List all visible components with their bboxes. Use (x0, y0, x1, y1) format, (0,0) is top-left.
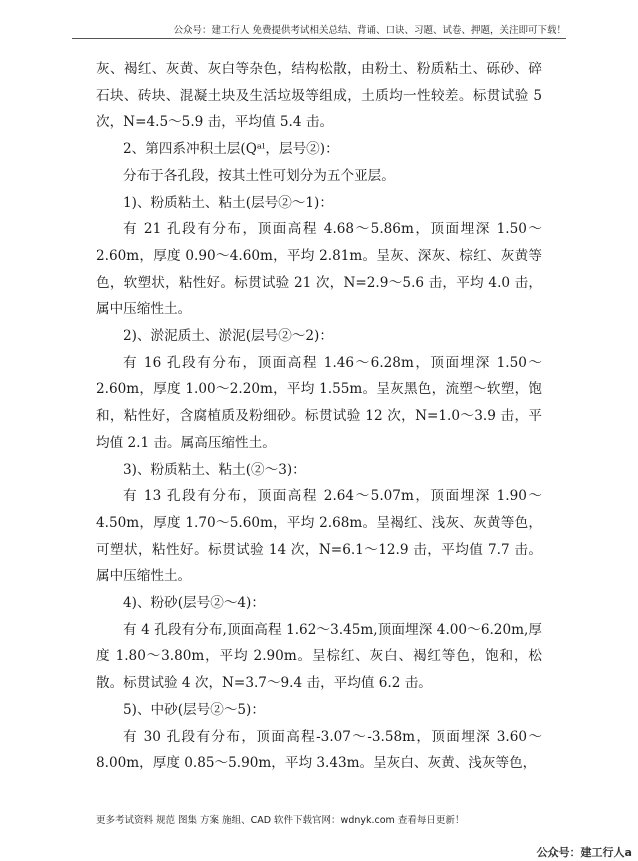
paragraph: 有 13 孔段有分布，顶面高程 2.64～5.07m，顶面埋深 1.90～4.50m，厚度 1.70～5.60m，平均 2.68m。呈褐红、浅灰、灰黄等色，可塑状，粘性好。标贯试验 14 次，N=6.1～12.9 击，平均值 7.7 击。属中压缩性土。 (96, 488, 542, 585)
paragraph: 1)、粉质粘土、粘土(层号②～1)： (123, 194, 333, 211)
paragraph: 3)、粉质粘土、粘土(②～3)： (123, 461, 306, 478)
watermark-label: 公众号：建工行人a (536, 846, 632, 859)
paragraph: 有 16 孔段有分布，顶面高程 1.46～6.28m，顶面埋深 1.50～2.60m，厚度 1.00～2.20m，平均 1.55m。呈灰黑色，流塑～软塑，饱和，粘性好，含腐植质及粉细砂。标贯试验 12 次，N=1.0～3.9 击，平均值 2.1 击。属高压缩性土。 (96, 354, 542, 451)
page-footer: 更多考试资料 规范 图集 方案 施组、CAD 软件下载官网：wdnyk.com 查看每日更新！ (96, 815, 465, 826)
paragraph: 灰、褐红、灰黄、灰白等杂色，结构松散，由粉土、粉质粘土、砾砂、碎石块、砖块、混凝土块及生活垃圾等组成，土质均一性较差。标贯试验 5 次，N=4.5～5.9 击，平均值 5.4 击。 (96, 61, 542, 131)
header-rule (72, 38, 566, 39)
paragraph: 分布于各孔段，按其土性可划分为五个亚层。 (123, 167, 395, 184)
paragraph: 2、第四系冲积土层(Qᵃˡ，层号②)： (123, 141, 339, 158)
body-text (96, 56, 542, 777)
paragraph: 4)、粉砂(层号②～4)： (123, 595, 265, 612)
paragraph: 5)、中砂(层号②～5)： (123, 701, 265, 718)
page-header: 公众号：建工行人 免费提供考试相关总结、背诵、口诀、习题、试卷、押题，关注即可下载！ (173, 25, 566, 36)
paragraph: 有 21 孔段有分布，顶面高程 4.68～5.86m，顶面埋深 1.50～2.60m，厚度 0.90～4.60m，平均 2.81m。呈灰、深灰、棕红、灰黄等色，软塑状，粘性好。标贯试验 21 次，N=2.9～5.6 击，平均 4.0 击，属中压缩性土。 (96, 221, 542, 318)
paragraph: 2)、淤泥质土、淤泥(层号②～2)： (123, 328, 333, 345)
paragraph: 有 4 孔段有分布,顶面高程 1.62～3.45m,顶面埋深 4.00～6.20m,厚度 1.80～3.80m，平均 2.90m。呈棕红、灰白、褐红等色，饱和，松散。标贯试验 4 次，N=3.7～9.4 击，平均值 6.2 击。 (96, 621, 542, 692)
paragraph: 有 30 孔段有分布，顶面高程-3.07～-3.58m，顶面埋深 3.60～8.00m，厚度 0.85～5.90m，平均 3.43m。呈灰白、灰黄、浅灰等色， (96, 728, 542, 772)
